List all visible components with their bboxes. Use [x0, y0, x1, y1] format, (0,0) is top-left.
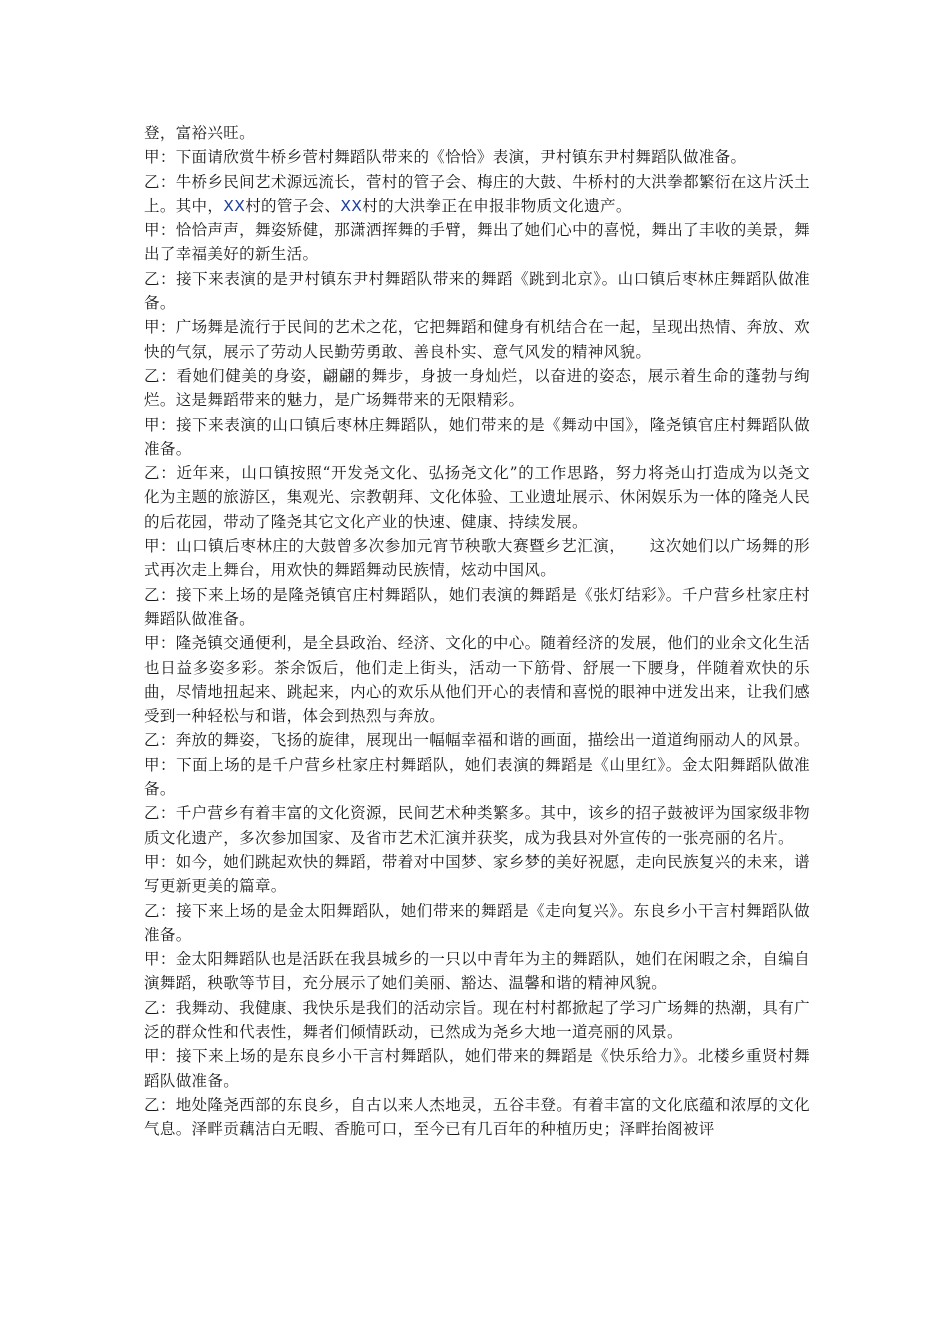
paragraph: 甲：山口镇后枣林庄的大鼓曾多次参加元宵节秧歌大赛暨乡艺汇演， 这次她们以广场舞的形式再次走上舞台，用欢快的舞蹈舞动民族情，炫动中国风。 [144, 537, 810, 580]
paragraph: 甲：金太阳舞蹈队也是活跃在我县城乡的一只以中青年为主的舞蹈队，她们在闲暇之余，自编自演舞蹈，秧歌等节目，充分展示了她们美丽、豁达、温馨和谐的精神风貌。 [144, 950, 810, 993]
paragraph: 甲：接下来表演的山口镇后枣林庄舞蹈队，她们带来的是《舞动中国》，隆尧镇官庄村舞蹈队做准备。 [144, 415, 810, 458]
paragraph: 乙：接下来表演的是尹村镇东尹村舞蹈队带来的舞蹈《跳到北京》。山口镇后枣林庄舞蹈队做准备。 [144, 269, 810, 313]
document-body [144, 121, 810, 1141]
paragraph: 乙：接下来上场的是隆尧镇官庄村舞蹈队，她们表演的舞蹈是《张灯结彩》。千户营乡杜家庄村舞蹈队做准备。 [144, 585, 810, 628]
paragraph: 甲：如今，她们跳起欢快的舞蹈，带着对中国梦、家乡梦的美好祝愿，走向民族复兴的未来，谱写更新更美的篇章。 [144, 852, 810, 896]
paragraph: 甲：接下来上场的是东良乡小干言村舞蹈队，她们带来的舞蹈是《快乐给力》。北楼乡重贤村舞蹈队做准备。 [144, 1047, 810, 1090]
paragraph: 乙：地处隆尧西部的东良乡，自古以来人杰地灵，五谷丰登。有着丰富的文化底蕴和浓厚的文化气息。泽畔贡藕洁白无暇、香脆可口，至今已有几百年的种植历史；泽畔抬阁被评 [144, 1095, 810, 1139]
placeholder-text: XX [340, 196, 363, 215]
paragraph: 乙：牛桥乡民间艺术源远流长，菅村的管子会、梅庄的大鼓、牛桥村的大洪拳都繁衍在这片沃土上。其中，XX村的管子会、XX村的大洪拳正在申报非物质文化遗产。 [144, 172, 810, 215]
paragraph: 乙：奔放的舞姿，飞扬的旋律，展现出一幅幅幸福和谐的画面，描绘出一道道绚丽动人的风景。 [144, 731, 810, 750]
paragraph: 甲：下面上场的是千户营乡杜家庄村舞蹈队，她们表演的舞蹈是《山里红》。金太阳舞蹈队做准备。 [144, 755, 810, 799]
paragraph: 乙：接下来上场的是金太阳舞蹈队，她们带来的舞蹈是《走向复兴》。东良乡小干言村舞蹈队做准备。 [144, 901, 810, 944]
paragraph: 乙：看她们健美的身姿，翩翩的舞步，身披一身灿烂，以奋进的姿态，展示着生命的蓬勃与绚烂。这是舞蹈带来的魅力，是广场舞带来的无限精彩。 [144, 366, 810, 410]
paragraph: 乙：千户营乡有着丰富的文化资源，民间艺术种类繁多。其中，该乡的招子鼓被评为国家级非物质文化遗产，多次参加国家、及省市艺术汇演并获奖，成为我县对外宣传的一张亮丽的名片。 [144, 804, 810, 847]
paragraph: 乙：近年来，山口镇按照“开发尧文化、弘扬尧文化”的工作思路，努力将尧山打造成为以尧文化为主题的旅游区，集观光、宗教朝拜、文化体验、工业遗址展示、休闲娱乐为一体的隆尧人民的后花园，带动了隆尧其它文化产业的快速、健康、持续发展。 [144, 464, 810, 531]
paragraph: 甲：隆尧镇交通便利，是全县政治、经济、文化的中心。随着经济的发展，他们的业余文化生活也日益多姿多彩。茶余饭后，他们走上街头，活动一下筋骨、舒展一下腰身，伴随着欢快的乐曲，尽情地扭起来、跳起来，内心的欢乐从他们开心的表情和喜悦的眼神中迸发出来，让我们感受到一种轻松与和谐，体会到热烈与奔放。 [144, 634, 810, 726]
paragraph: 甲：恰恰声声，舞姿矫健，那潇洒挥舞的手臂，舞出了她们心中的喜悦，舞出了丰收的美景，舞出了幸福美好的新生活。 [144, 221, 810, 264]
placeholder-text: XX [223, 196, 246, 215]
paragraph: 甲：广场舞是流行于民间的艺术之花，它把舞蹈和健身有机结合在一起，呈现出热情、奔放、欢快的气氛，展示了劳动人民勤劳勇敢、善良朴实、意气风发的精神风貌。 [144, 318, 810, 361]
paragraph: 甲：下面请欣赏牛桥乡菅村舞蹈队带来的《恰恰》表演，尹村镇东尹村舞蹈队做准备。 [144, 148, 747, 167]
paragraph: 登，富裕兴旺。 [144, 124, 255, 142]
paragraph: 乙：我舞动、我健康、我快乐是我们的活动宗旨。现在村村都掀起了学习广场舞的热潮，具有广泛的群众性和代表性，舞者们倾情跃动，已然成为尧乡大地一道亮丽的风景。 [144, 998, 810, 1041]
